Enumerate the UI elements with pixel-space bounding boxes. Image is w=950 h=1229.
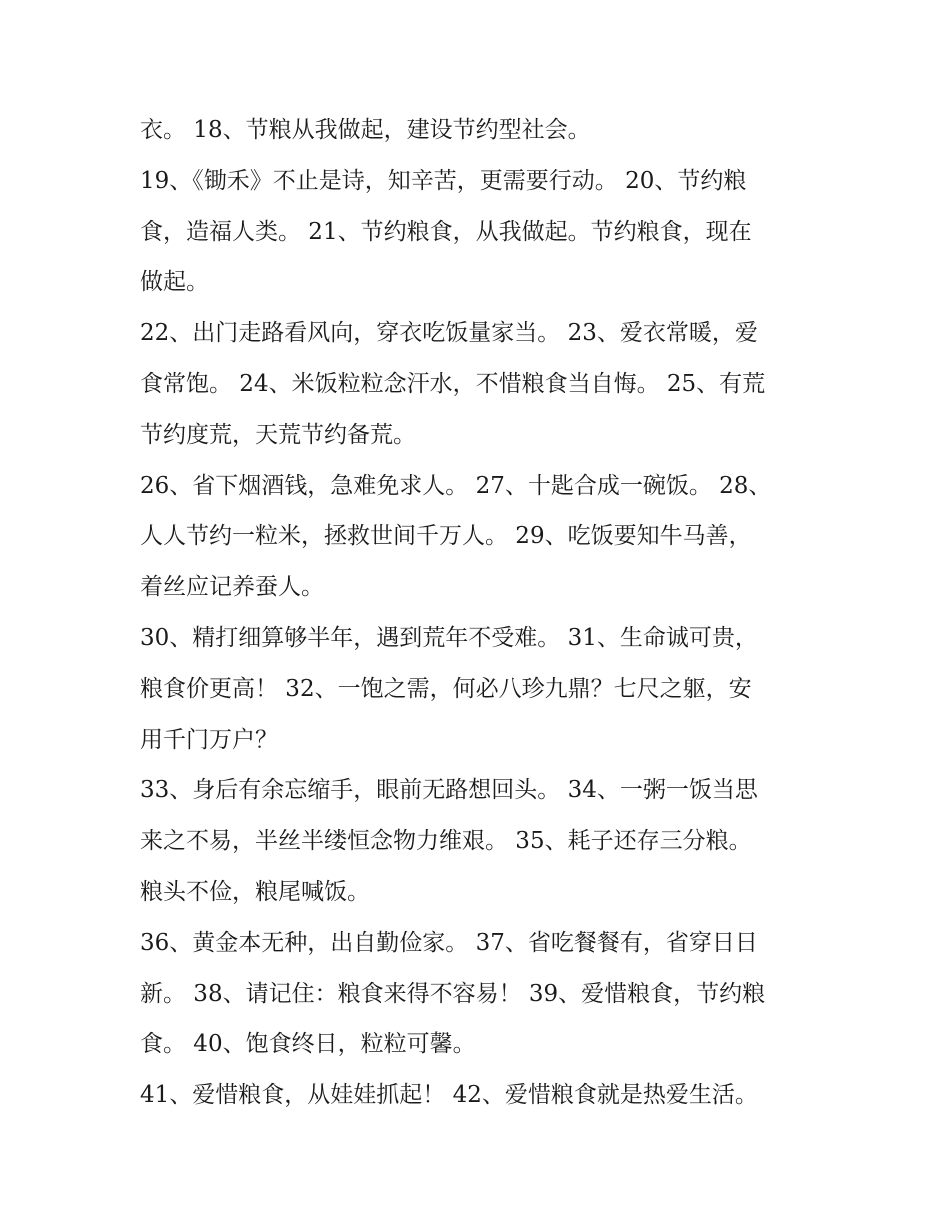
text-line: 食常饱。 24、米饭粒粒念汗水，不惜粮食当自悔。 25、有荒 [140, 370, 766, 397]
text-line: 41、爱惜粮食，从娃娃抓起！ 42、爱惜粮食就是热爱生活。 [140, 1082, 758, 1109]
text-line: 用千门万户？ [140, 726, 278, 753]
text-line: 着丝应记养蚕人。 [140, 574, 324, 601]
text-line: 食，造福人类。 21、节约粮食，从我做起。节约粮食，现在 [140, 218, 752, 245]
text-line: 衣。 18、节粮从我做起，建设节约型社会。 [140, 117, 591, 143]
text-line: 19、《锄禾》不止是诗，知辛苦，更需要行动。 20、节约粮 [140, 167, 747, 194]
text-line: 节约度荒，天荒节约备荒。 [140, 421, 416, 448]
text-line: 粮头不俭，粮尾喊饭。 [140, 878, 370, 905]
text-line: 新。 38、请记住：粮食来得不容易！ 39、爱惜粮食，节约粮 [140, 980, 766, 1007]
text-line: 30、精打细算够半年，遇到荒年不受难。 31、生命诚可贵， [140, 624, 758, 651]
text-line: 22、出门走路看风向，穿衣吃饭量家当。 23、爱衣常暖，爱 [140, 320, 758, 347]
text-line: 26、省下烟酒钱，急难免求人。 27、十匙合成一碗饭。 28、 [140, 472, 772, 499]
text-line: 人人节约一粒米，拯救世间千万人。 29、吃饭要知牛马善， [140, 523, 752, 550]
text-line: 做起。 [140, 269, 209, 296]
text-line: 粮食价更高！ 32、一饱之需，何必八珍九鼎？七尺之躯，安 [140, 675, 752, 702]
body-text [140, 105, 810, 1121]
text-line: 来之不易，半丝半缕恒念物力维艰。 35、耗子还存三分粮。 [140, 828, 752, 855]
text-line: 33、身后有余忘缩手，眼前无路想回头。 34、一粥一饭当思 [140, 777, 758, 804]
text-line: 食。 40、饱食终日，粒粒可馨。 [140, 1031, 476, 1058]
text-line: 36、黄金本无种，出自勤俭家。 37、省吃餐餐有，省穿日日 [140, 929, 758, 956]
